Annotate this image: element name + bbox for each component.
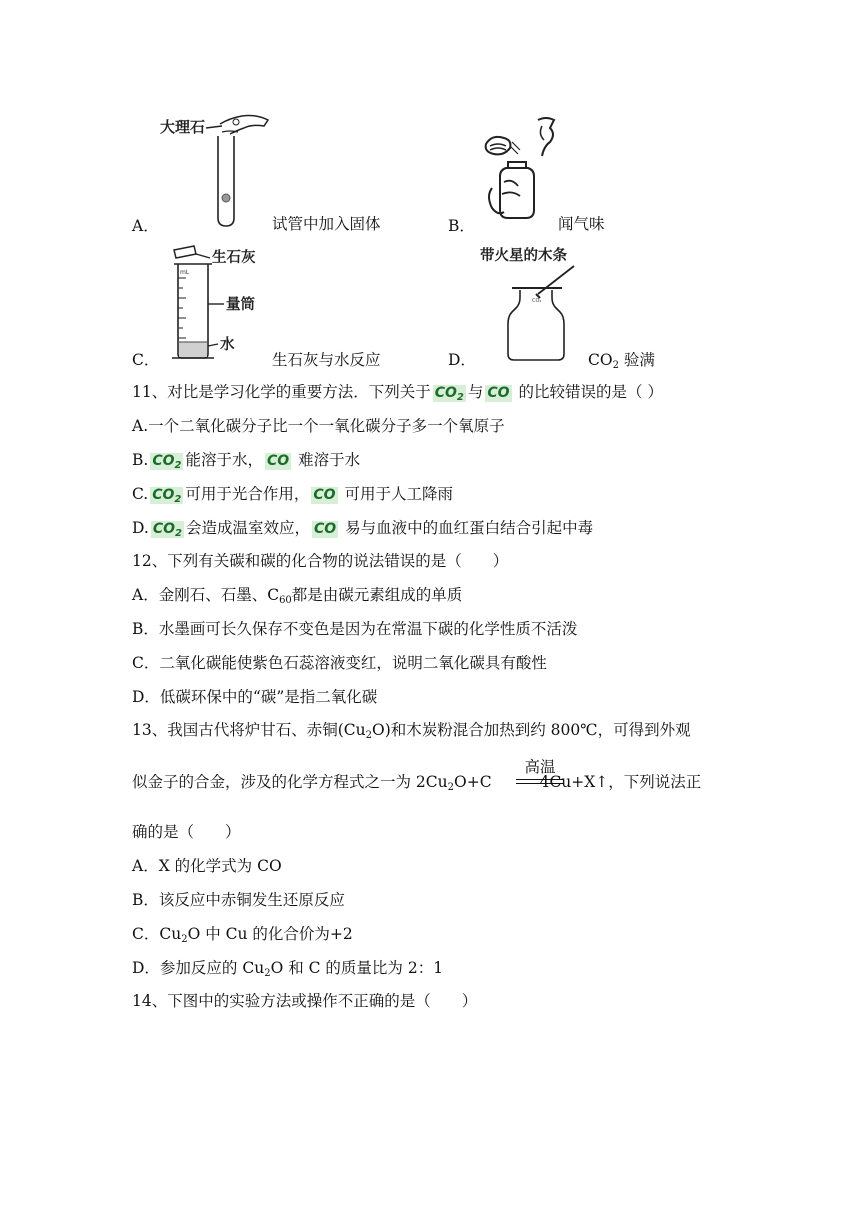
equation-arrow-bar [516,779,564,780]
svg-text:CO₂: CO₂ [532,298,542,304]
figure-test-tube-marble [160,108,280,228]
equation-arrow-bar-2 [516,783,564,784]
q12-option-b: B．水墨画可长久保存不变色是因为在常温下碳的化学性质不活泼 [132,620,578,638]
q10-option-b-caption: 闻气味 [558,215,605,233]
q11-stem: 11、对比是学习化学的重要方法．下列关于 $CO_2$ 与 CO 的比较错误的是（ ） [132,383,663,403]
reaction-condition: 高温 [524,758,556,776]
q12-option-c: C．二氧化碳能使紫色石蕊溶液变红，说明二氧化碳具有酸性 [132,654,547,672]
q10-option-b-letter: B． [448,217,475,235]
co-formula: CO [313,521,337,537]
co2-formula: $CO_2$ [434,385,464,403]
svg-text:mL: mL [180,269,190,276]
fig-label-quicklime: 生石灰 [212,250,256,266]
q13-option-d: D．参加反应的 $Cu_2O$ 和 C 的质量比为 2：1 [132,959,444,979]
q10-option-a-caption: 试管中加入固体 [272,215,381,233]
fig-label-water: 水 [220,337,235,353]
fig-label-splint: 带火星的木条 [480,248,567,264]
figure-graduated-cylinder [168,242,278,364]
q10-option-c-caption: 生石灰与水反应 [272,351,381,369]
co2-formula: $CO_2$ [152,487,182,505]
q14-stem: 14、下图中的实验方法或操作不正确的是（ ） [132,992,478,1010]
co2-formula: $CO_2$ [152,521,182,539]
co2-formula: $CO_2$ [152,453,182,471]
q10-option-a-letter: A． [132,217,159,235]
q13-option-b: B．该反应中赤铜发生还原反应 [132,891,345,909]
q11-option-a: A.一个二氧化碳分子比一个一氧化碳分子多一个氧原子 [132,417,505,435]
q11-option-b: B. $CO_2$ 能溶于水， CO 难溶于水 [132,451,361,471]
figure-smell-gas [478,116,568,226]
q13-stem-line3: 确的是（ ） [132,823,241,841]
co-formula: CO [313,487,336,503]
q10-option-d-letter: D． [448,351,476,369]
q12-stem: 12、下列有关碳和碳的化合物的说法错误的是（ ） [132,552,509,570]
figure-gas-jar-splint [478,242,608,364]
fig-label-marble: 大理石 [160,118,206,136]
co-formula: CO [267,453,290,469]
co-formula: CO [487,385,510,401]
fig-label-cylinder: 量筒 [226,297,255,313]
q12-option-d: D．低碳环保中的“碳”是指二氧化碳 [132,688,378,706]
q11-option-c: C. $CO_2$ 可用于光合作用， CO 可用于人工降雨 [132,485,454,505]
q12-option-a: A．金刚石、石墨、$C_{60}$都是由碳元素组成的单质 [132,586,463,606]
q13-stem-line1: 13、我国古代将炉甘石、赤铜$(Cu_2O)$和木炭粉混合加热到约 800℃，可得到外观 [132,721,691,741]
q11-option-d: D. $CO_2$ 会造成温室效应， CO 易与血液中的血红蛋白结合引起中毒 [132,519,594,539]
q13-option-a: A．X 的化学式为 CO [132,857,282,875]
q10-option-d-caption: $CO_2$ 验满 [588,351,655,371]
q13-stem-line2: 似金子的合金，涉及的化学方程式之一为 $2Cu_2O+C$ 4Cu+X↑，下列说法正 [132,773,702,793]
q10-option-c-letter: C． [132,351,160,369]
q13-option-c: C．$Cu_2O$ 中 Cu 的化合价为+2 [132,925,353,945]
